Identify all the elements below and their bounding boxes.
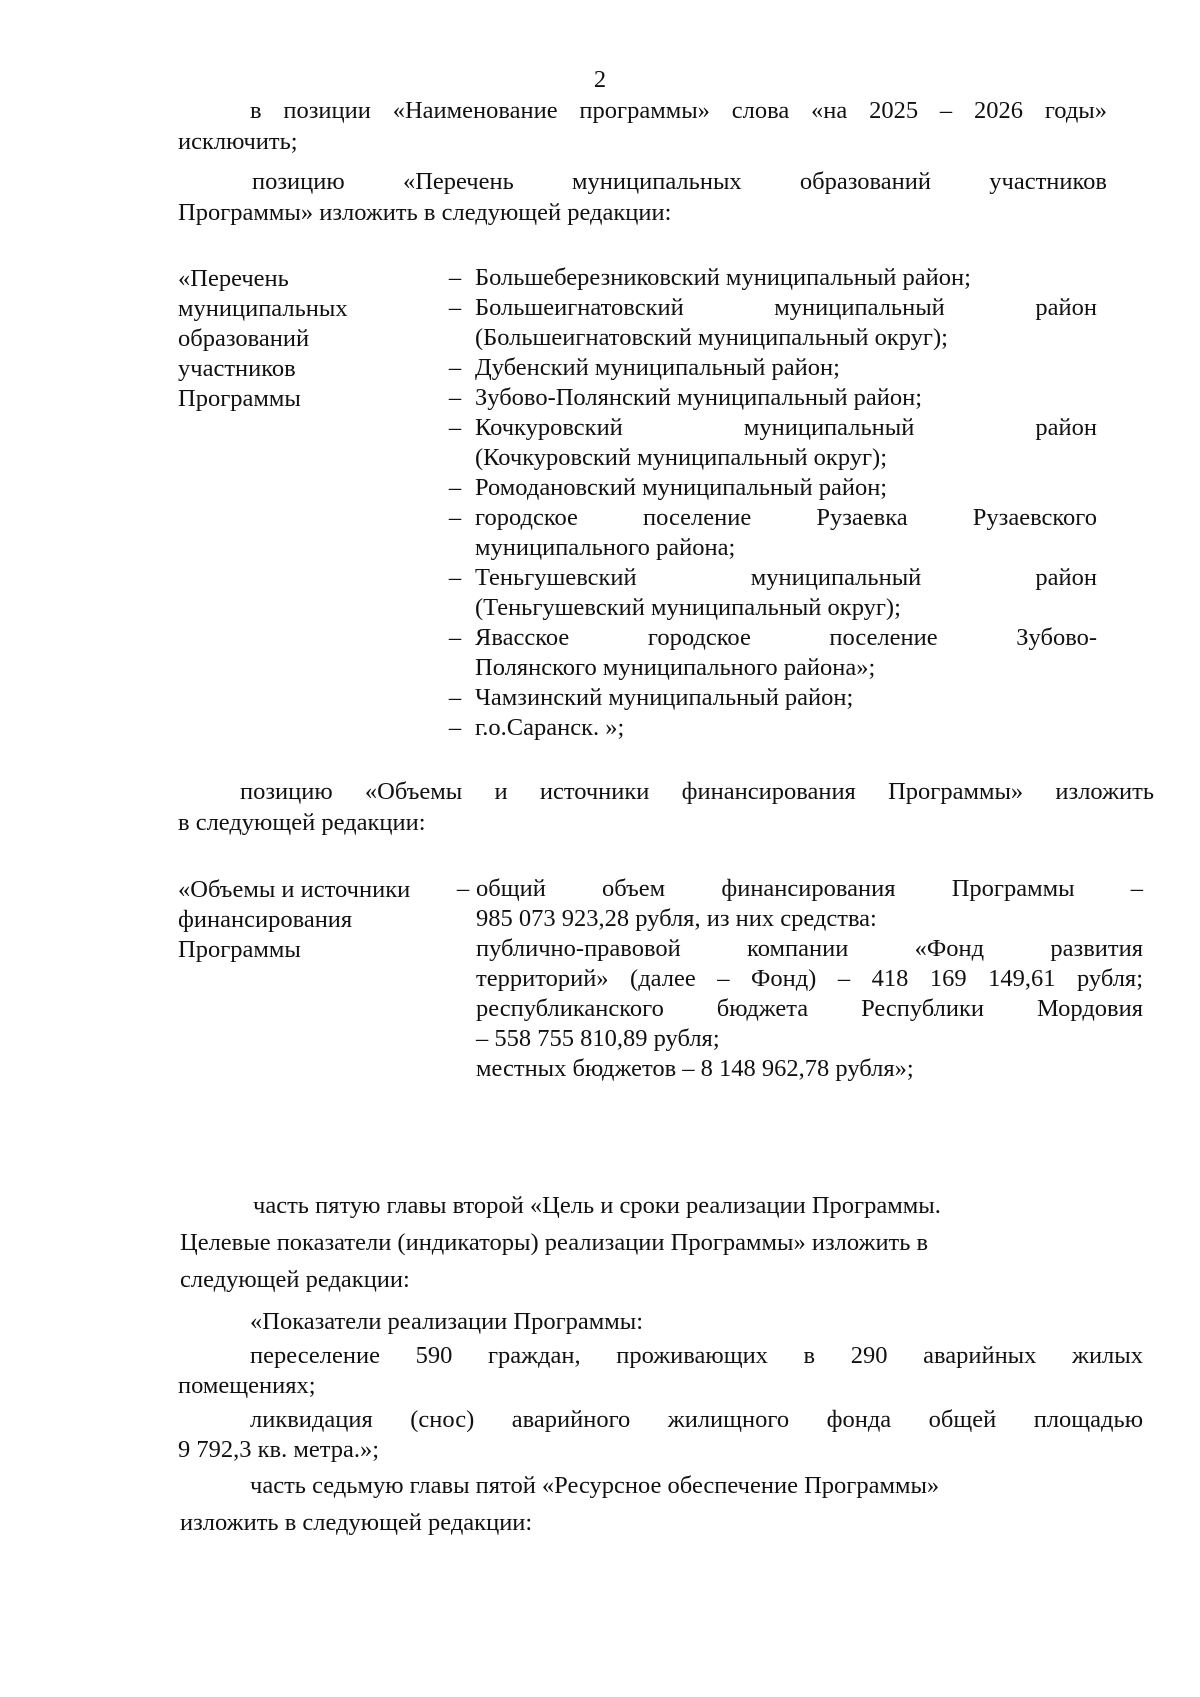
financing-line: республиканского бюджета Республики Мордовия: [476, 995, 1143, 1022]
dash-mark: –: [448, 414, 462, 441]
paragraph-line: ликвидация (снос) аварийного жилищного фонда общей площадью: [250, 1406, 1143, 1433]
participants-label: [178, 264, 448, 414]
participant-item: [448, 294, 1097, 354]
financing-line: публично-правовой компании «Фонд развития: [476, 935, 1143, 962]
participant-item: [448, 384, 1097, 414]
participant-item: [448, 564, 1097, 624]
label-line: финансирования: [178, 906, 353, 933]
dash-mark: –: [448, 624, 462, 651]
participant-item: [448, 474, 1097, 504]
paragraph-resettlement: [250, 1341, 1143, 1371]
financing-label: [178, 875, 468, 965]
dash-mark: –: [448, 684, 462, 711]
label-line: образований: [178, 325, 310, 352]
paragraph-line: часть пятую главы второй «Цель и сроки реализации Программы.: [253, 1192, 941, 1219]
paragraph-line: Целевые показатели (индикаторы) реализации Программы» изложить в: [180, 1229, 929, 1256]
dash-mark: –: [448, 504, 462, 531]
dash-mark: –: [448, 264, 462, 291]
dash-mark: –: [448, 294, 462, 321]
participant-item: [448, 684, 1097, 714]
dash-mark: –: [448, 474, 462, 501]
dash-mark: –: [448, 354, 462, 381]
item-line: Теньгушевский муниципальный район: [475, 564, 1097, 591]
financing-line: общий объем финансирования Программы –: [476, 875, 1143, 902]
item-line: Чамзинский муниципальный район;: [475, 684, 854, 711]
participant-item: [448, 354, 1097, 384]
paragraph-financing-intro: [240, 777, 1154, 807]
paragraph-line: помещениях;: [178, 1372, 316, 1399]
paragraph-program-name: [250, 96, 1107, 126]
item-line: городское поселение Рузаевка Рузаевского: [475, 504, 1097, 531]
participant-item: [448, 624, 1097, 684]
financing-line: местных бюджетов – 8 148 962,78 рубля»;: [476, 1055, 914, 1082]
participant-item: [448, 714, 1097, 744]
paragraph-indicators-title: «Показатели реализации Программы:: [250, 1308, 644, 1335]
financing-line: территорий» (далее – Фонд) – 418 169 149,61 рубля;: [476, 965, 1143, 992]
item-line: Кочкуровский муниципальный район: [475, 414, 1097, 441]
label-line: «Перечень: [178, 265, 289, 292]
paragraph-line: в следующей редакции:: [178, 809, 426, 836]
dash-mark: –: [448, 714, 462, 741]
paragraph-line: исключить;: [178, 128, 298, 155]
item-line: Ромодановский муниципальный район;: [475, 474, 888, 501]
participant-item: [448, 414, 1097, 474]
item-line: (Большеигнатовский муниципальный округ);: [475, 324, 948, 351]
item-line: Явасское городское поселение Зубово-: [475, 624, 1097, 651]
paragraph-line: позицию «Объемы и источники финансирования Программы» изложить: [240, 778, 1154, 805]
paragraph-line: следующей редакции:: [180, 1266, 410, 1293]
page-number: 2: [593, 66, 607, 93]
item-line: г.о.Саранск. »;: [475, 714, 625, 741]
paragraph-demolition: [250, 1405, 1143, 1435]
paragraph-line: в позиции «Наименование программы» слова «на 2025 – 2026 годы»: [250, 97, 1107, 124]
paragraph-line: изложить в следующей редакции:: [180, 1509, 533, 1536]
item-line: Дубенский муниципальный район;: [475, 354, 840, 381]
paragraph-line: позицию «Перечень муниципальных образований участников: [252, 168, 1107, 195]
financing-line: – 558 755 810,89 рубля;: [476, 1025, 720, 1052]
label-line: Программы: [178, 936, 301, 963]
paragraph-line: переселение 590 граждан, проживающих в 290 аварийных жилых: [250, 1342, 1143, 1369]
dash-mark: –: [456, 875, 470, 902]
item-line: Полянского муниципального района»;: [475, 654, 876, 681]
financing-line: 985 073 923,28 рубля, из них средства:: [476, 905, 877, 932]
label-line: муниципальных: [178, 295, 348, 322]
paragraph-line: 9 792,3 кв. метра.»;: [178, 1436, 380, 1463]
item-line: муниципального района;: [475, 534, 736, 561]
item-line: (Теньгушевский муниципальный округ);: [475, 594, 901, 621]
item-line: (Кочкуровский муниципальный округ);: [475, 444, 888, 471]
financing-content: [456, 875, 1143, 1085]
dash-mark: –: [448, 564, 462, 591]
paragraph-participants-intro: [252, 167, 1107, 197]
participant-item: [448, 264, 1097, 294]
label-line: «Объемы и источники: [178, 876, 411, 903]
item-line: Большеберезниковский муниципальный район;: [475, 264, 971, 291]
label-line: Программы: [178, 385, 301, 412]
label-line: участников: [178, 355, 296, 382]
dash-mark: –: [448, 384, 462, 411]
item-line: Большеигнатовский муниципальный район: [475, 294, 1097, 321]
paragraph-line: часть седьмую главы пятой «Ресурсное обеспечение Программы»: [250, 1472, 940, 1499]
paragraph-line: Программы» изложить в следующей редакции:: [178, 199, 672, 226]
participant-item: [448, 504, 1097, 564]
item-line: Зубово-Полянский муниципальный район;: [475, 384, 923, 411]
